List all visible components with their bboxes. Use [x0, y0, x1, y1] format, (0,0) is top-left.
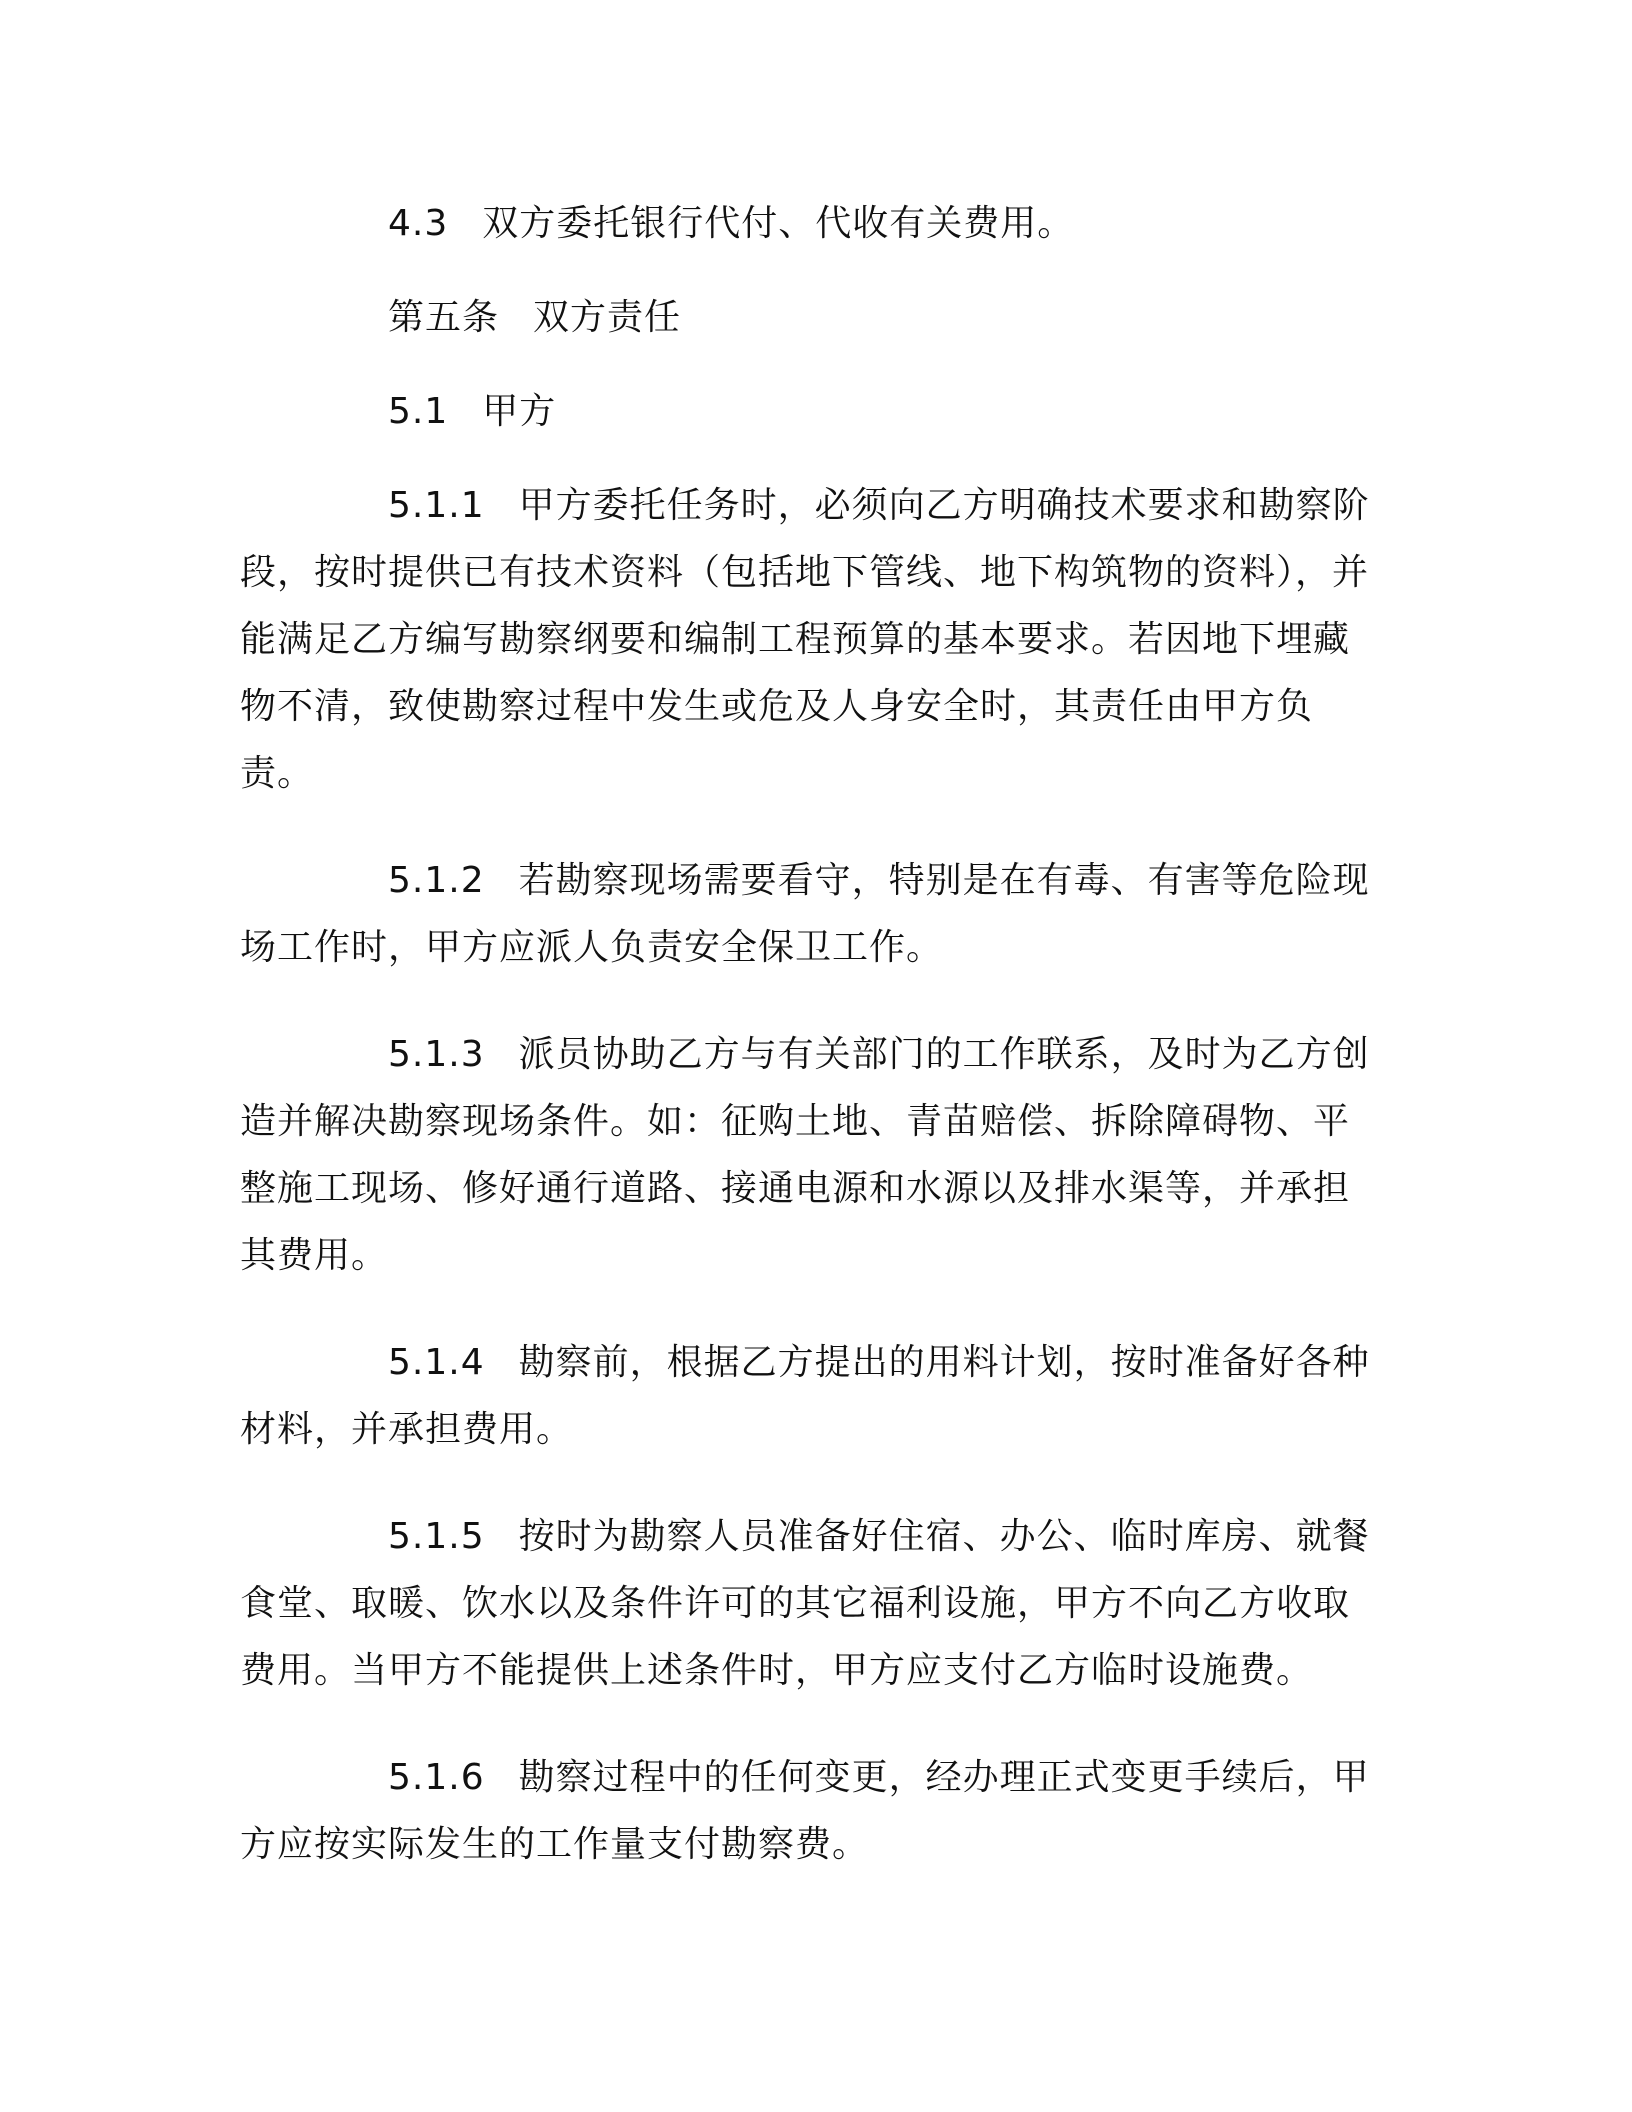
clause-5-1-4	[240, 1329, 1380, 1463]
clause-5-1-2	[240, 847, 1380, 981]
clause-text: 甲方委托任务时，必须向乙方明确技术要求和勘察阶段，按时提供已有技术资料（包括地下管线、地下构筑物的资料），并能满足乙方编写勘察纲要和编制工程预算的基本要求。若因地下埋藏物不清，致使勘察过程中发生或危及人身安全时，其责任由甲方负责。	[240, 485, 1370, 794]
clause-number: 4.3	[388, 203, 449, 244]
section-number: 5.1	[388, 391, 449, 432]
clause-4-3	[240, 190, 1380, 257]
article-number: 第五条	[388, 297, 500, 338]
clause-text: 若勘察现场需要看守，特别是在有毒、有害等危险现场工作时，甲方应派人负责安全保卫工作。	[240, 860, 1370, 968]
clause-5-1-5	[240, 1503, 1380, 1704]
section-title: 甲方	[482, 391, 557, 432]
clause-number: 5.1.2	[388, 860, 485, 901]
clause-number: 5.1.5	[388, 1516, 485, 1557]
clause-number: 5.1.4	[388, 1342, 485, 1383]
article-5-heading	[240, 284, 1380, 351]
document-body	[240, 190, 1380, 1918]
clause-number: 5.1.1	[388, 485, 485, 526]
section-5-1-heading	[240, 378, 1380, 445]
clause-5-1-6	[240, 1744, 1380, 1878]
clause-number: 5.1.3	[388, 1034, 485, 1075]
clause-text: 双方委托银行代付、代收有关费用。	[482, 203, 1075, 244]
clause-text: 勘察前，根据乙方提出的用料计划，按时准备好各种材料，并承担费用。	[240, 1342, 1370, 1450]
clause-number: 5.1.6	[388, 1757, 485, 1798]
clause-text: 派员协助乙方与有关部门的工作联系，及时为乙方创造并解决勘察现场条件。如：征购土地、青苗赔偿、拆除障碍物、平整施工现场、修好通行道路、接通电源和水源以及排水渠等，并承担其费用。	[240, 1034, 1370, 1276]
clause-text: 按时为勘察人员准备好住宿、办公、临时库房、就餐食堂、取暖、饮水以及条件许可的其它福利设施，甲方不向乙方收取费用。当甲方不能提供上述条件时，甲方应支付乙方临时设施费。	[240, 1516, 1370, 1691]
clause-5-1-3	[240, 1021, 1380, 1289]
clause-5-1-1	[240, 472, 1380, 807]
article-title: 双方责任	[533, 297, 682, 338]
clause-text: 勘察过程中的任何变更，经办理正式变更手续后，甲方应按实际发生的工作量支付勘察费。	[240, 1757, 1370, 1865]
